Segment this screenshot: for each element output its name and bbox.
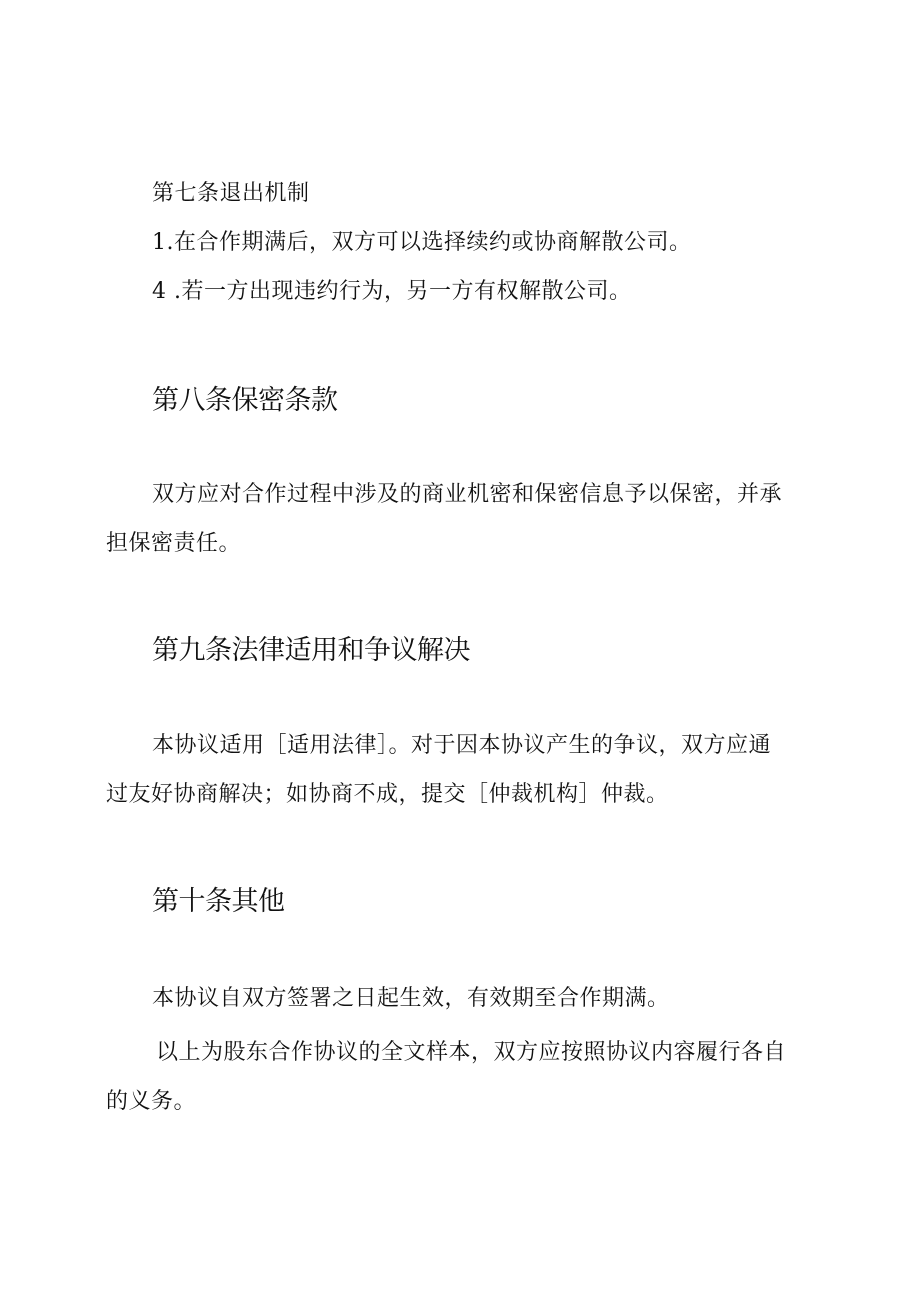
section-10-paragraph-2-line-1: 以上为股东合作协议的全文样本，双方应按照协议内容履行各自 [156,1040,787,1065]
section-8-paragraph-line-2: 担保密责任。 [106,531,242,556]
section-8-heading: 第八条保密条款 [152,385,338,416]
section-7-item-1: 1.在合作期满后，双方可以选择续约或协商解散公司。 [152,230,692,255]
section-10-heading: 第十条其他 [152,886,285,917]
section-7-item-2: 4 .若一方出现违约行为，另一方有权解散公司。 [152,279,632,304]
section-9-paragraph-line-2: 过友好协商解决；如协商不成，提交［仲裁机构］仲裁。 [106,782,669,807]
section-10-paragraph-2-line-2: 的义务。 [106,1089,197,1114]
section-9-paragraph-line-1: 本协议适用［适用法律］。对于因本协议产生的争议，双方应通 [152,733,772,758]
section-10-paragraph-1: 本协议自双方签署之日起生效，有效期至合作期满。 [152,986,670,1011]
section-9-heading: 第九条法律适用和争议解决 [152,635,470,666]
section-8-paragraph-line-1: 双方应对合作过程中涉及的商业机密和保密信息予以保密，并承 [152,482,783,507]
section-7-title: 第七条退出机制 [152,181,310,206]
